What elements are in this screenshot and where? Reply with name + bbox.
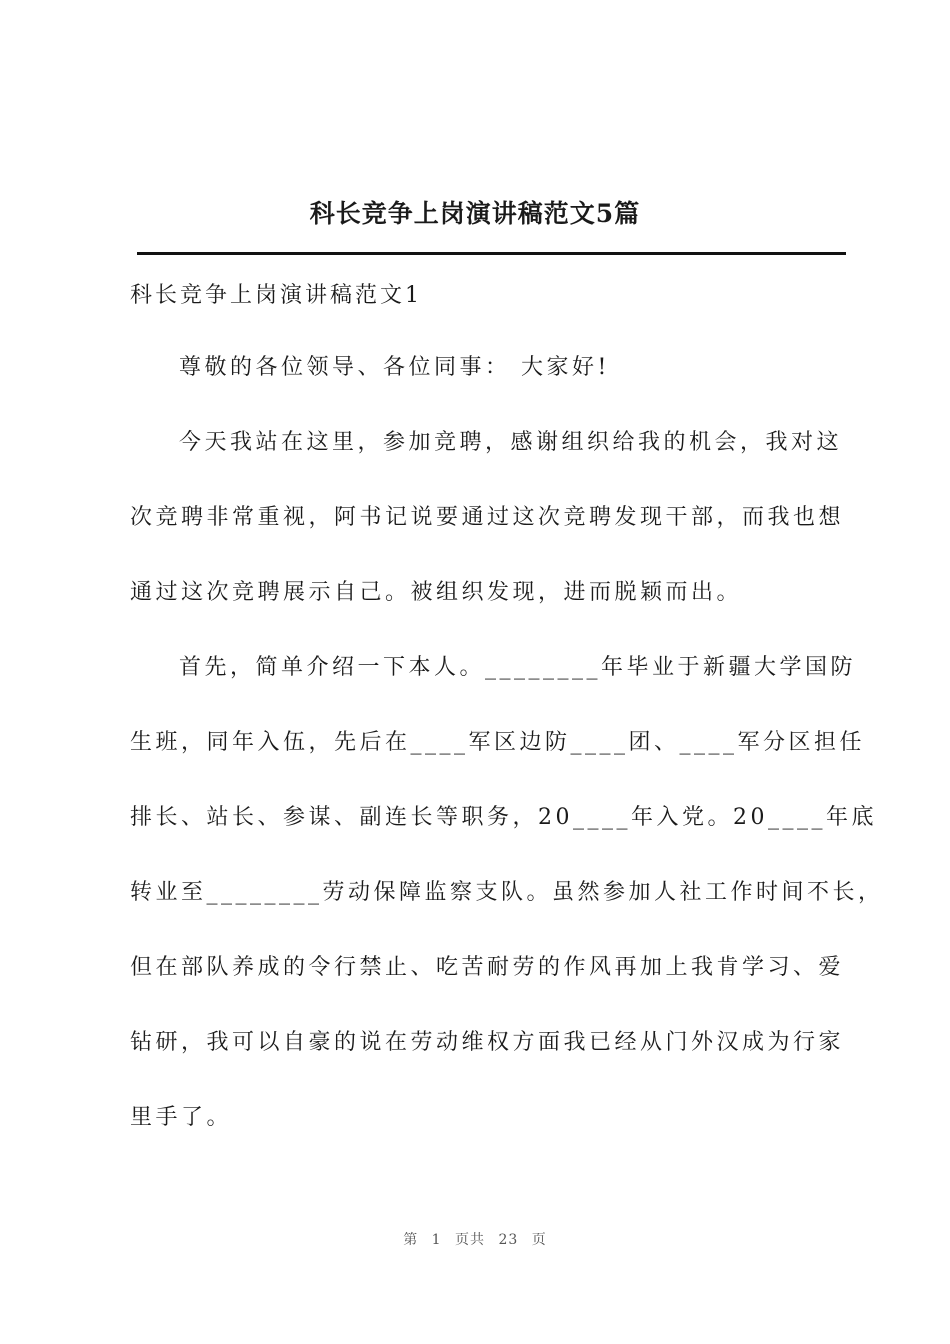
title-divider — [137, 252, 846, 255]
paragraph-line: 转业至________劳动保障监察支队。虽然参加人社工作时间不长， — [130, 880, 884, 905]
paragraph-line: 生班，同年入伍，先后在____军区边防____团、____军分区担任 — [130, 730, 866, 755]
paragraph-line: 钻研，我可以自豪的说在劳动维权方面我已经从门外汉成为行家 — [130, 1030, 845, 1055]
section-heading: 科长竞争上岗演讲稿范文1 — [130, 283, 422, 308]
paragraph-line: 排长、站长、参谋、副连长等职务，20____年入党。20____年底 — [130, 805, 877, 830]
paragraph-line: 次竞聘非常重视，阿书记说要通过这次竞聘发现干部，而我也想 — [130, 505, 845, 530]
paragraph-line: 通过这次竞聘展示自己。被组织发现，进而脱颖而出。 — [130, 580, 743, 605]
paragraph-line: 首先，简单介绍一下本人。________年毕业于新疆大学国防 — [179, 655, 857, 680]
paragraph-line: 但在部队养成的令行禁止、吃苦耐劳的作风再加上我肯学习、爱 — [130, 955, 845, 980]
page-number-footer: 第 1 页共 23 页 — [403, 1232, 547, 1248]
document-title: 科长竞争上岗演讲稿范文5篇 — [309, 199, 641, 228]
paragraph-line: 今天我站在这里，参加竞聘，感谢组织给我的机会，我对这 — [179, 430, 843, 455]
greeting-line: 尊敬的各位领导、各位同事： 大家好! — [179, 355, 610, 380]
paragraph-line: 里手了。 — [130, 1105, 233, 1130]
